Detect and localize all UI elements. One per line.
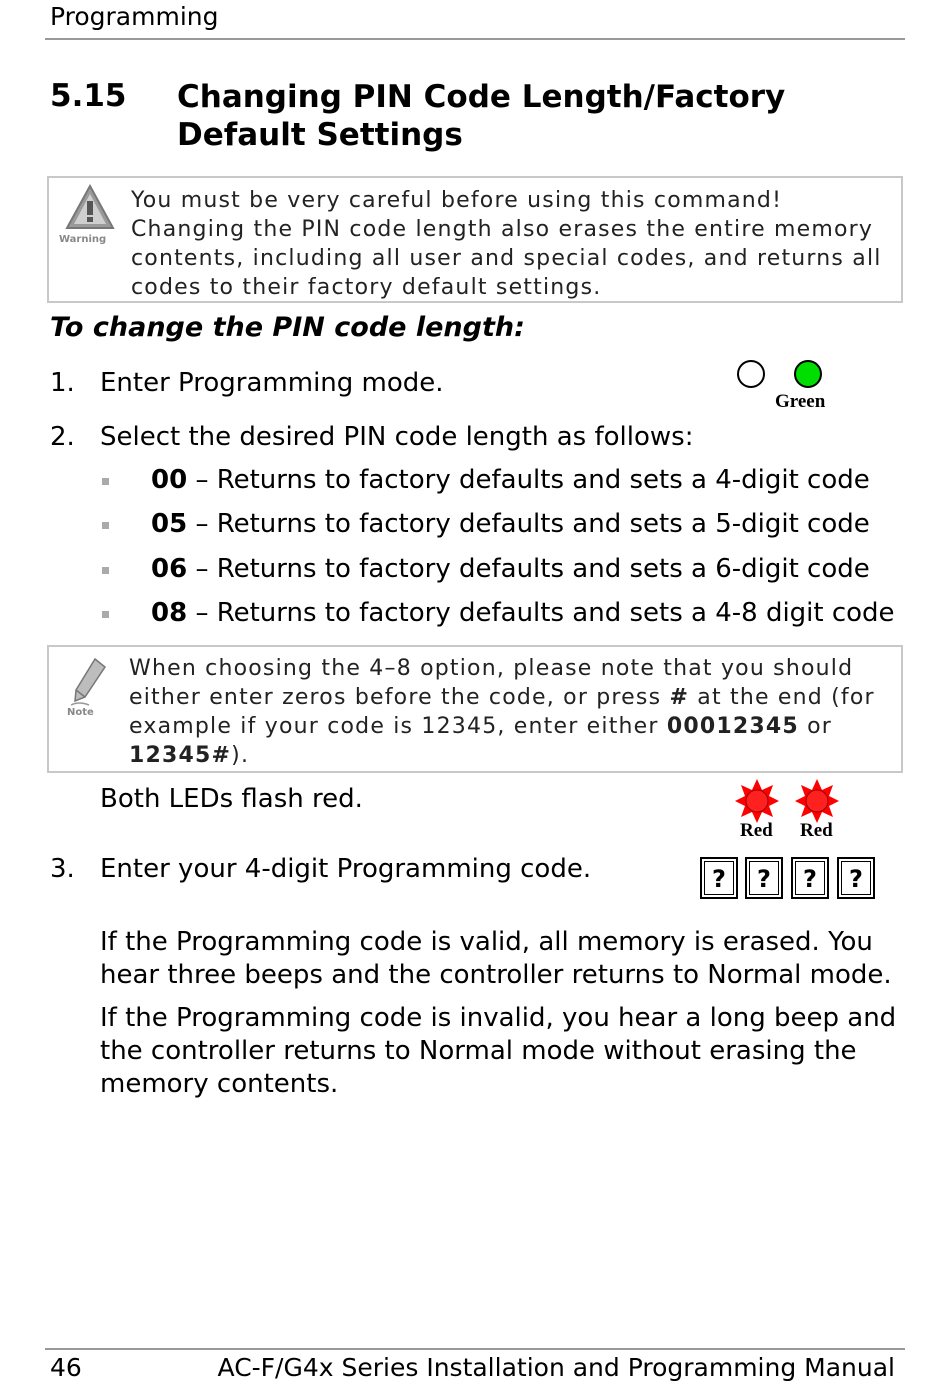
option-code: 06	[151, 554, 188, 584]
led-red-flash-icon	[735, 779, 779, 823]
step-number: 3.	[50, 854, 75, 884]
option-item	[151, 509, 870, 539]
led-green-icon	[795, 361, 821, 387]
led-label-green: Green	[775, 391, 826, 412]
result-invalid-paragraph: If the Programming code is invalid, you hear a long beep and the controller returns to Normal mode without erasing the memory contents.	[100, 1003, 897, 1099]
step-text: Select the desired PIN code length as follows:	[100, 422, 694, 452]
led-pair-icon	[735, 359, 827, 391]
keypad-key: ?	[745, 857, 783, 899]
step-text: Enter your 4-digit Programming code.	[100, 854, 592, 884]
keypad-key: ?	[837, 857, 875, 899]
bullet-icon	[102, 611, 109, 618]
keypad-key: ?	[700, 857, 738, 899]
note-text: When choosing the 4–8 option, please note that you should either enter zeros before the code, or press # at the end (for example if your code is 12345, enter either 00012345 or 12345#).	[129, 656, 875, 768]
option-item	[151, 554, 870, 584]
option-code: 08	[151, 598, 188, 628]
led-label-red: Red	[740, 820, 773, 841]
section-number: 5.15	[50, 78, 127, 114]
warning-icon-label: Warning	[59, 234, 107, 245]
option-text: – Returns to factory defaults and sets a 6-digit code	[187, 554, 870, 584]
option-item	[151, 465, 870, 495]
procedure-heading: To change the PIN code length:	[50, 312, 525, 343]
led-status-text: Both LEDs flash red.	[100, 784, 363, 814]
warning-icon	[65, 184, 115, 230]
step-number: 2.	[50, 422, 75, 452]
option-code: 05	[151, 509, 188, 539]
step-number: 1.	[50, 368, 75, 398]
led-red-flash-icon	[795, 779, 839, 823]
footer-rule	[45, 1348, 905, 1350]
header-rule	[45, 38, 905, 40]
led-label-red: Red	[800, 820, 833, 841]
option-text: – Returns to factory defaults and sets a 5-digit code	[187, 509, 870, 539]
manual-title: AC-F/G4x Series Installation and Programming Manual	[217, 1353, 895, 1382]
keypad-key: ?	[791, 857, 829, 899]
option-text: – Returns to factory defaults and sets a 4-digit code	[187, 465, 870, 495]
led-off-icon	[738, 361, 764, 387]
warning-text: You must be very careful before using this command! Changing the PIN code length also erases the entire memory contents, including all user and special codes, and returns all codes to their factory default settings.	[131, 188, 882, 300]
result-valid-paragraph: If the Programming code is valid, all memory is erased. You hear three beeps and the controller returns to Normal mode.	[100, 927, 892, 990]
note-callout	[47, 645, 903, 773]
option-item	[151, 598, 895, 628]
step-text: Enter Programming mode.	[100, 368, 444, 398]
bullet-icon	[102, 522, 109, 529]
section-title: Changing PIN Code Length/Factory Default Settings	[177, 79, 786, 153]
note-icon-label: Note	[67, 707, 94, 718]
option-code: 00	[151, 465, 188, 495]
running-header: Programming	[50, 2, 219, 31]
bullet-icon	[102, 478, 109, 485]
bullet-icon	[102, 567, 109, 574]
page-number: 46	[50, 1353, 82, 1382]
warning-callout	[47, 176, 903, 303]
option-text: – Returns to factory defaults and sets a 4-8 digit code	[187, 598, 895, 628]
pencil-note-icon	[67, 657, 107, 709]
led-flash-pair-icon	[733, 778, 845, 824]
